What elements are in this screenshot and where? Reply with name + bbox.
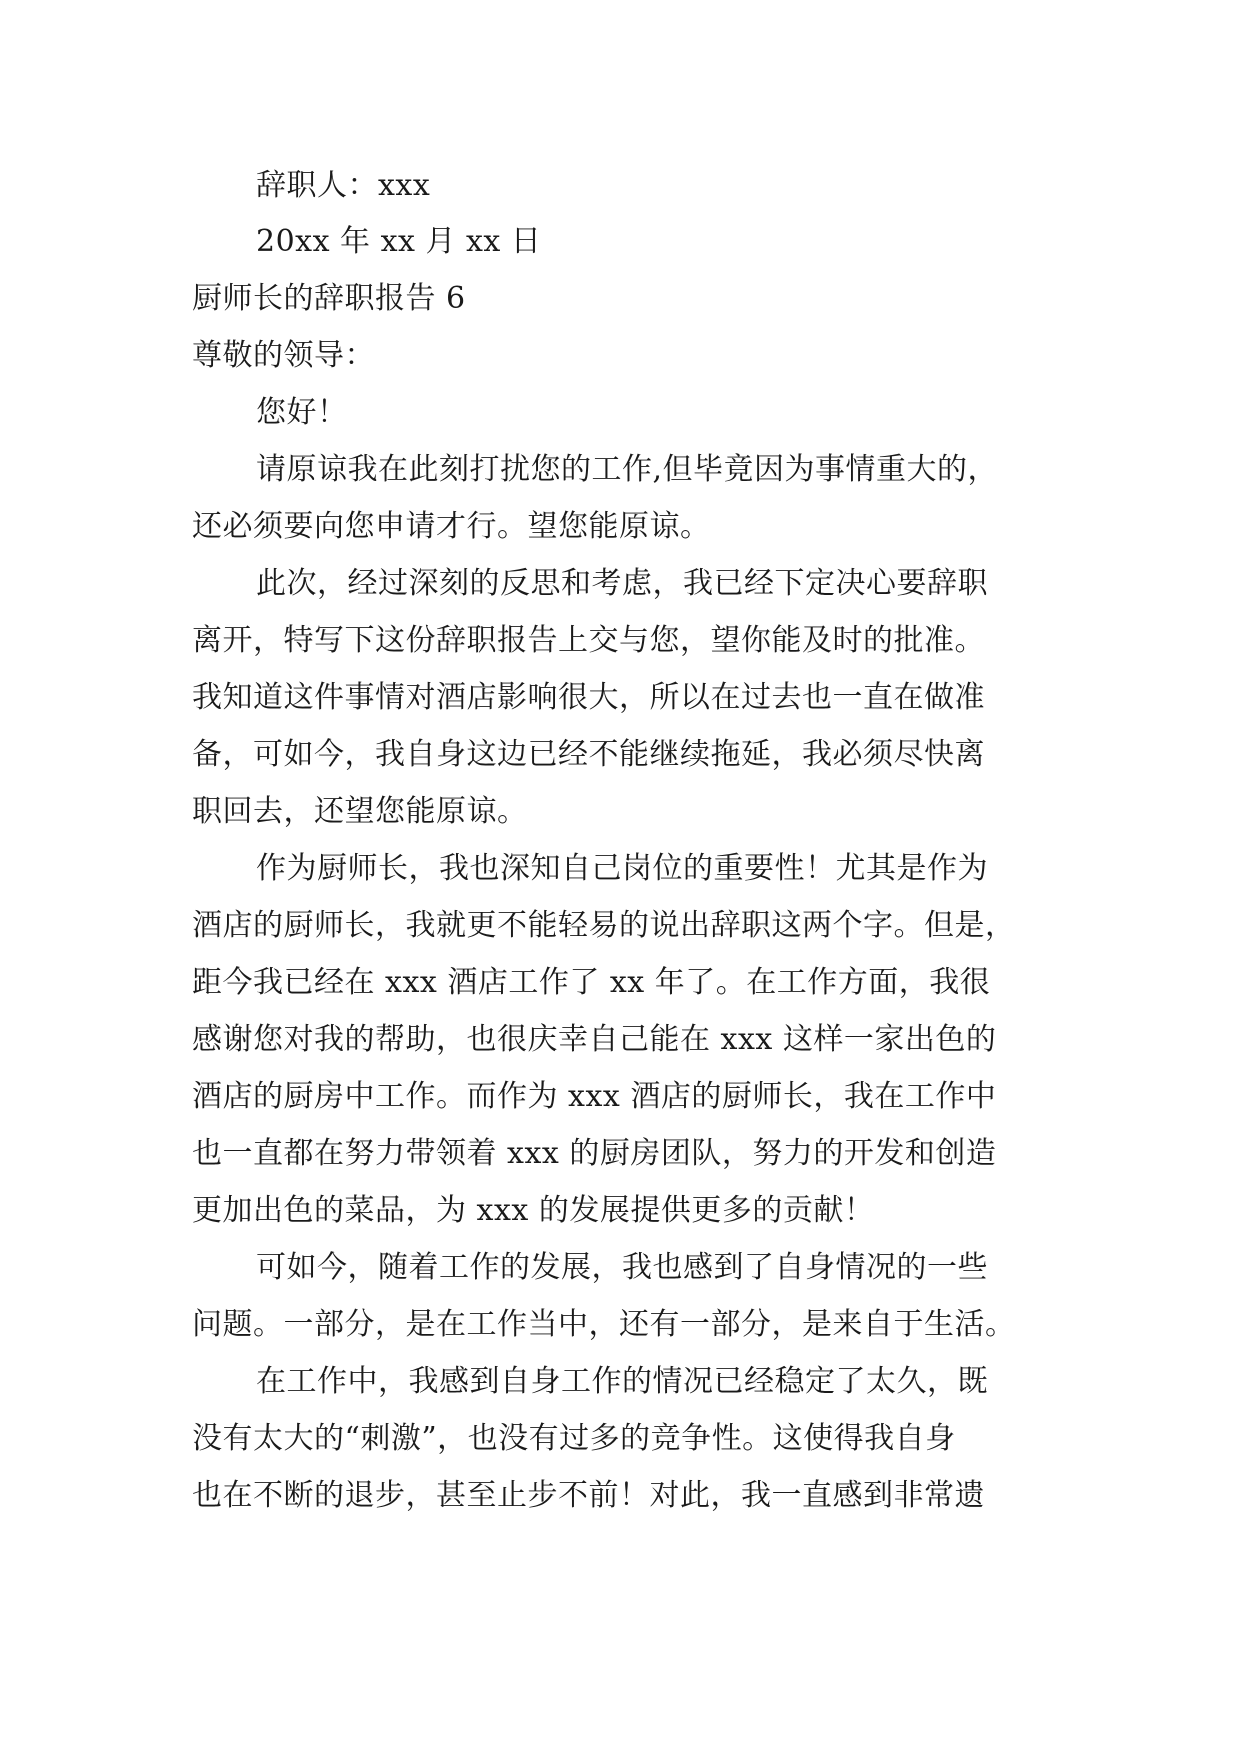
body-line: 也一直都在努力带领着 xxx 的厨房团队，努力的开发和创造 xyxy=(192,1136,997,1171)
body-line: 没有太大的“刺激”，也没有过多的竞争性。这使得我自身 xyxy=(192,1421,956,1456)
body-line: 备，可如今，我自身这边已经不能继续拖延，我必须尽快离 xyxy=(192,737,985,772)
body-line: 在工作中，我感到自身工作的情况已经稳定了太久，既 xyxy=(256,1364,988,1399)
body-line: 还必须要向您申请才行。望您能原谅。 xyxy=(192,509,711,544)
greeting: 您好！ xyxy=(256,395,348,430)
body-line: 感谢您对我的帮助，也很庆幸自己能在 xxx 这样一家出色的 xyxy=(192,1022,997,1057)
body-line: 问题。一部分，是在工作当中，还有一部分，是来自于生活。 xyxy=(192,1307,1016,1342)
body-line: 也在不断的退步，甚至止步不前！对此，我一直感到非常遗 xyxy=(192,1478,985,1513)
body-line: 距今我已经在 xxx 酒店工作了 xx 年了。在工作方面，我很 xyxy=(192,965,991,1000)
date-line: 20xx 年 xx 月 xx 日 xyxy=(256,224,542,259)
body-line: 更加出色的菜品，为 xxx 的发展提供更多的贡献！ xyxy=(192,1193,875,1228)
body-line: 酒店的厨师长，我就更不能轻易的说出辞职这两个字。但是， xyxy=(192,908,1016,943)
body-line: 职回去，还望您能原谅。 xyxy=(192,794,528,829)
salutation: 尊敬的领导： xyxy=(192,338,375,373)
resigner-line: 辞职人：xxx xyxy=(256,168,431,203)
body-line: 此次，经过深刻的反思和考虑，我已经下定决心要辞职 xyxy=(256,566,988,601)
body-line: 离开，特写下这份辞职报告上交与您，望你能及时的批准。 xyxy=(192,623,985,658)
report-heading: 厨师长的辞职报告 6 xyxy=(192,281,466,316)
body-line: 作为厨师长，我也深知自己岗位的重要性！尤其是作为 xyxy=(256,851,988,886)
body-line: 酒店的厨房中工作。而作为 xxx 酒店的厨师长，我在工作中 xyxy=(192,1079,997,1114)
body-line: 我知道这件事情对酒店影响很大，所以在过去也一直在做准 xyxy=(192,680,985,715)
body-line: 请原谅我在此刻打扰您的工作,但毕竟因为事情重大的， xyxy=(256,452,999,487)
body-line: 可如今，随着工作的发展，我也感到了自身情况的一些 xyxy=(256,1250,988,1285)
